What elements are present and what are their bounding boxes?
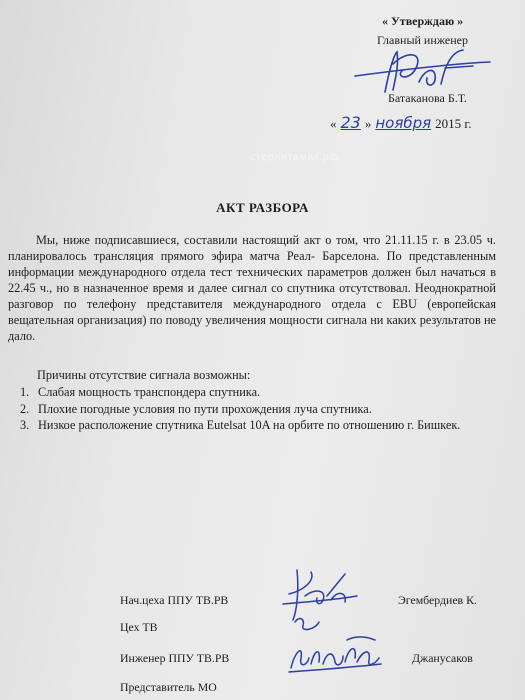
approval-date	[330, 115, 472, 131]
signature-name: Эгембердиев К.	[398, 593, 477, 607]
signature-role: Цех ТВ	[120, 620, 158, 634]
approval-position: Главный инженер	[377, 33, 468, 47]
approval-name: Батаканова Б.Т.	[388, 91, 467, 105]
date-day: 23	[340, 113, 361, 132]
watermark-text: стерлитамак.рф	[250, 152, 340, 163]
signature-role: Инженер ППУ ТВ.РВ	[120, 651, 230, 665]
signature-role: Нач.цеха ППУ ТВ.РВ	[120, 593, 229, 607]
signature-role: Представитель МО	[120, 680, 217, 694]
list-item: 2. Плохие погодные условия по пути прохождения луча спутника.	[20, 401, 372, 416]
list-item: 3. Низкое расположение спутника Eutelsat 10A на орбите по отношению г. Бишкек.	[20, 418, 461, 432]
date-year: 2015 г.	[435, 116, 472, 131]
signature-name: Джанусаков	[412, 651, 473, 665]
date-month: ноября	[375, 114, 432, 132]
reasons-list	[20, 384, 496, 434]
document-body	[8, 232, 496, 344]
date-close-quote: »	[364, 116, 372, 131]
date-open-quote: «	[330, 116, 337, 131]
approval-heading: « Утверждаю »	[382, 14, 464, 28]
body-paragraph: Мы, ниже подписавшиеся, составили настоящий акт о том, что 21.11.15 г. в 23.05 ч. планировалось трансляция прямого эфира матча Реал- Барселона. По представленным информации международного отдела тест технических параметров должен был начаться в 22.45 ч., но в назначенное время и далее сигнал со спутника отсутствовал. Неоднократной разговор по телефону представителя международного отдела с EBU (европейская вещательная организация) по поводу увеличения мощности сигнала ни каких результатов не дало.	[8, 233, 496, 343]
document-title: АКТ РАЗБОРА	[216, 200, 309, 215]
list-item: 1. Слабая мощность транспондера спутника.	[20, 385, 261, 399]
reasons-heading: Причины отсутствие сигнала возможны:	[37, 368, 251, 382]
engineer-signature	[285, 628, 385, 678]
chief-engineer-signature	[345, 42, 495, 98]
